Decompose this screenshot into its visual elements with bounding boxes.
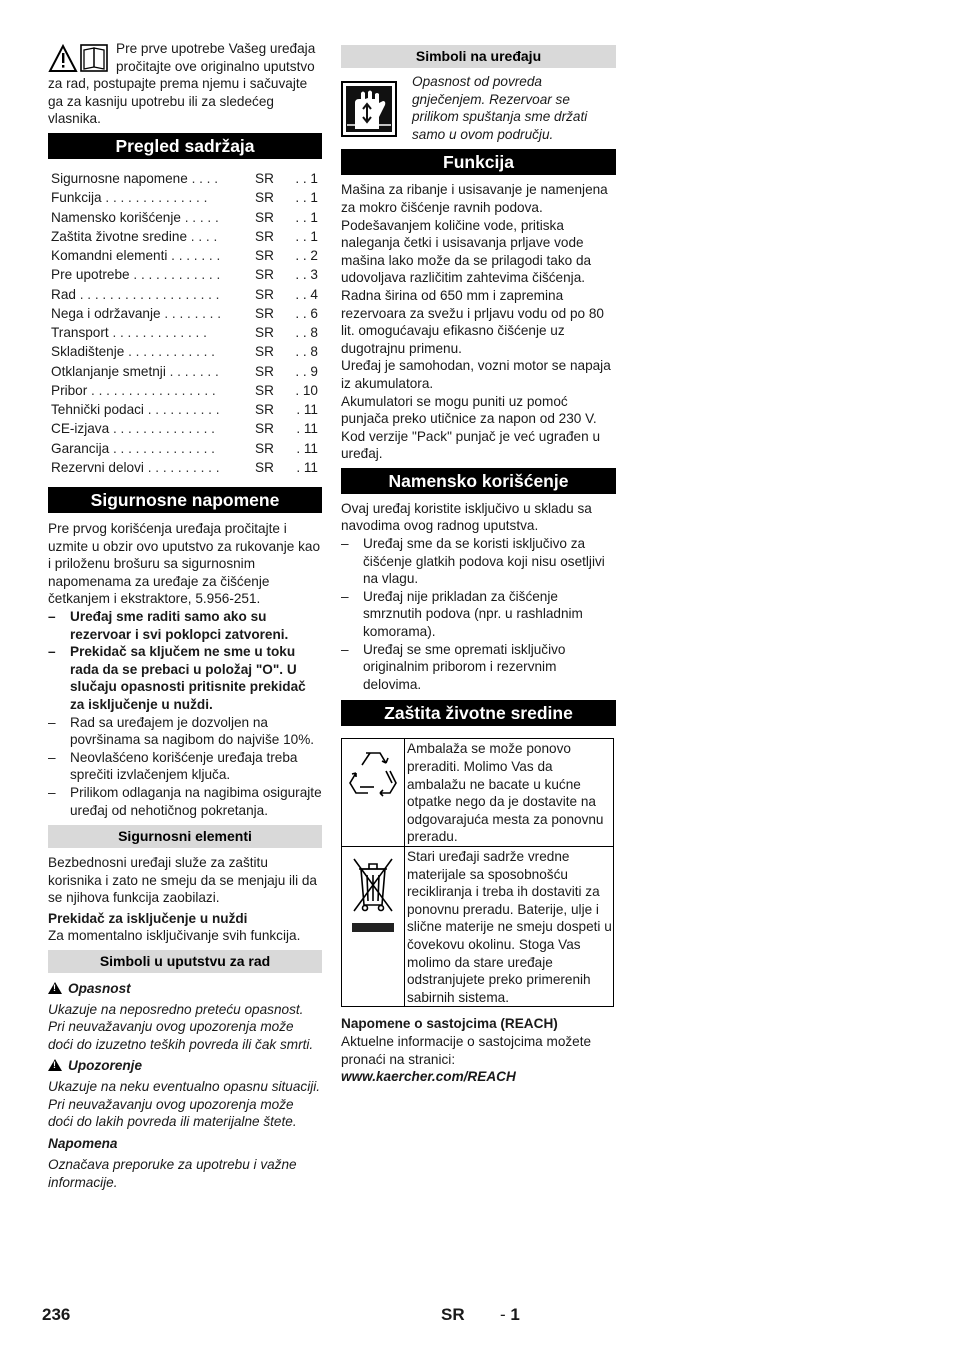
toc-page: . . 2 [295, 248, 318, 263]
toc-title [51, 362, 255, 381]
toc-title [51, 323, 255, 342]
toc-dots: . . . . . . . [167, 248, 221, 263]
toc-dots: . . . . [187, 228, 218, 244]
danger-label-row [48, 980, 322, 998]
toc-page: . . 3 [295, 267, 318, 283]
warning-text: Ukazuje na neku eventualno opasnu situaciji. Pri neuvažavanju ovog upozorenja može doći do lakih povreda ili materijalne štete. [48, 1079, 321, 1130]
crush-hazard-block [341, 73, 616, 143]
old-devices-text: Stari uređaji sadrže vredne materijale sa sposobnošću recikliranja i treba ih dostaviti za ponovnu preradu. Baterije, ulje i slične materije ne smeju dospeti u čovekovu okolinu. Stoga Vas molimo da stare uređaje odstranjujete preko primerenih sabirnih sistema. [405, 846, 614, 1006]
intended-use-list [341, 535, 616, 693]
toc-title [51, 304, 255, 323]
toc-row[interactable] [51, 304, 318, 323]
reach-link[interactable]: www.kaercher.com/REACH [341, 1069, 516, 1085]
toc-title [51, 169, 255, 188]
toc-lang: SR [255, 459, 274, 475]
toc-title [51, 227, 255, 246]
toc-page: . 11 [296, 421, 318, 437]
safety-heading: Sigurnosne napomene [48, 487, 322, 513]
toc-entry: Tehnički podaci [51, 402, 144, 417]
toc-dots: . . . . . . . . . . . . . . [109, 421, 215, 437]
toc-entry: Nega i održavanje [51, 305, 161, 321]
toc-page: . 11 [296, 402, 318, 417]
toc-entry: Sigurnosne napomene [51, 171, 188, 186]
warning-triangle-icon [48, 1059, 62, 1071]
toc-page: . 11 [296, 440, 318, 456]
safety-item: – Rad sa uređajem je dozvoljen na površinama sa nagibom do najviše 10%. [48, 714, 322, 749]
toc-row[interactable] [51, 458, 318, 477]
warning-label-row [48, 1057, 322, 1075]
safety-item: – Uređaj sme raditi samo ako su rezervoar i svi poklopci zatvoreni. [48, 608, 322, 643]
warning-book-icon [48, 42, 110, 74]
toc-entry: Otklanjanje smetnji [51, 363, 166, 379]
toc-title [51, 458, 255, 477]
toc-row[interactable] [51, 439, 318, 458]
toc-entry: Garancija [51, 440, 110, 456]
crush-hazard-text: Opasnost od povreda gnječenjem. Rezervoar se prilikom spuštanja sme držati samo u ovom području. [412, 74, 588, 142]
toc-dots: . . . . . . . . . . [143, 402, 220, 417]
toc-entry: Transport [51, 325, 109, 340]
safety-item: – Prekidač sa ključem ne sme u toku rada da se prebaci u položaj "O". U slučaju opasnosti pritisnite prekidač za isključenje u nuždi. [48, 643, 322, 713]
crossed-bin-icon [349, 853, 397, 939]
safety-intro: Pre prvog korišćenja uređaja pročitajte i uzmite u obzir ovo uputstvo za rukovanje kao i priloženu brošuru sa sigurnosnim napomenama za uređaje za čišćenje četkanjem i ekstraktore, 5.956-251. [48, 521, 321, 607]
packaging-row [342, 739, 614, 847]
function-heading: Funkcija [341, 149, 616, 175]
intro-block [48, 40, 322, 128]
toc-lang: SR [255, 228, 274, 244]
toc-row[interactable] [51, 323, 318, 342]
toc-title [51, 439, 255, 458]
function-paragraph: Akumulatori se mogu puniti uz pomoć punjača preko utičnice za napon od 230 V. Kod verzije "Pack" punjač je već ugrađen u uređaj. [341, 393, 601, 462]
footer-language: SR [441, 1305, 465, 1324]
manual-symbols-heading: Simboli u uputstvu za rad [48, 950, 322, 973]
safety-list [48, 608, 322, 819]
toc-lang: SR [255, 402, 274, 417]
safety-elements-heading: Sigurnosni elementi [48, 825, 322, 848]
right-column [341, 45, 616, 1086]
toc-dots: . . . . . . . . . . . . [124, 344, 215, 360]
toc-entry: Rezervni delovi [51, 459, 144, 475]
toc-entry: Komandni elementi [51, 248, 168, 263]
function-paragraph: Radna širina od 650 mm i zapremina rezervoara za svežu i prljavu vodu od po 80 lit. omogućavaju efikasno čišćenje uz dugotrajnu primenu. [341, 287, 604, 356]
safety-elements-text: Bezbednosni uređaji služe za zaštitu korisnika i zato ne smeju da se menjaju ili da se njihova funkcija zaobilazi. [48, 855, 317, 906]
toc-heading: Pregled sadržaja [48, 133, 322, 159]
toc-row[interactable] [51, 285, 318, 304]
toc-dots: . . . . . . . [165, 363, 219, 379]
toc-dots: . . . . . . . . . . . . . [108, 325, 207, 340]
toc-lang: SR [255, 171, 274, 186]
table-of-contents [51, 169, 318, 477]
toc-lang: SR [255, 305, 274, 321]
toc-entry: Pre upotrebe [51, 267, 130, 283]
intro-text: Pre prve upotrebe Vašeg uređaja pročitajte ove originalno uputstvo za rad, postupajte prema njemu i sačuvajte ga za kasniju upotrebu ili za sledećeg vlasnika. [48, 41, 316, 127]
intended-use-heading: Namensko korišćenje [341, 468, 616, 494]
toc-dots: . . . . . . . . . . . . [129, 267, 221, 283]
toc-row[interactable] [51, 188, 318, 207]
environment-heading: Zaštita životne sredine [341, 700, 616, 726]
toc-page: . . 8 [295, 344, 318, 360]
toc-dots: . . . . . . . . . . [143, 459, 220, 475]
toc-lang: SR [255, 440, 274, 456]
toc-page: . . 1 [295, 171, 318, 186]
intended-use-item: – Uređaj se sme opremati isključivo originalnim priborom i rezervnim delovima. [341, 641, 616, 694]
toc-page: . . 9 [295, 363, 318, 379]
toc-lang: SR [255, 325, 274, 340]
toc-lang: SR [255, 363, 274, 379]
toc-lang: SR [255, 248, 274, 263]
weee-icon-cell [342, 846, 405, 1006]
toc-page: . . 1 [295, 209, 318, 225]
toc-row[interactable] [51, 227, 318, 246]
toc-entry: CE-izjava [51, 421, 110, 437]
toc-entry: Funkcija [51, 190, 102, 206]
toc-row[interactable] [51, 381, 318, 400]
toc-page: . . 6 [295, 305, 318, 321]
toc-entry: Zaštita životne sredine [51, 228, 188, 244]
toc-page: . 11 [296, 459, 318, 475]
function-paragraph: Uređaj je samohodan, vozni motor se napaja iz akumulatora. [341, 358, 611, 391]
read-manual-icons [48, 42, 110, 74]
recycle-icon-cell [342, 739, 405, 847]
footer-dash: - [500, 1305, 506, 1324]
estop-label: Prekidač za isključenje u nuždi [48, 910, 248, 926]
toc-title [51, 419, 255, 438]
toc-lang: SR [255, 421, 274, 437]
toc-row[interactable] [51, 419, 318, 438]
toc-lang: SR [255, 344, 274, 360]
safety-item: – Neovlašćeno korišćenje uređaja treba sprečiti izvlačenjem ključa. [48, 749, 322, 784]
intended-use-item: – Uređaj nije prikladan za čišćenje smrznutih podova (npr. u rashladnim komorama). [341, 588, 616, 641]
toc-entry: Namensko korišćenje [51, 209, 181, 225]
toc-title [51, 285, 255, 304]
function-paragraph: Mašina za ribanje i usisavanje je namenjena za mokro čišćenje ravnih podova. [341, 182, 608, 215]
crush-hazard-icon [341, 81, 397, 137]
toc-lang: SR [255, 209, 274, 225]
toc-row[interactable] [51, 400, 318, 419]
toc-lang: SR [255, 190, 274, 206]
note-label: Napomena [48, 1135, 118, 1151]
toc-dots: . . . . . [180, 209, 219, 225]
footer-section-number: 1 [510, 1305, 520, 1324]
toc-row[interactable] [51, 169, 318, 188]
toc-entry: Pribor [51, 382, 88, 398]
safety-item: – Prilikom odlaganja na nagibima osigurajte uređaj od nehotičnog pokretanja. [48, 784, 322, 819]
function-text [341, 181, 616, 463]
toc-entry: Rad [51, 286, 76, 302]
toc-row[interactable] [51, 265, 318, 284]
toc-title [51, 246, 255, 265]
reach-label: Napomene o sastojcima (REACH) [341, 1016, 558, 1032]
toc-title [51, 188, 255, 207]
intended-use-item: – Uređaj sme da se koristi isključivo za čišćenje glatkih podova koji nisu osetljivi na vlagu. [341, 535, 616, 588]
toc-entry: Skladištenje [51, 344, 125, 360]
left-column [48, 40, 322, 1192]
toc-lang: SR [255, 382, 274, 398]
recycle-icon [346, 745, 400, 799]
toc-dots: . . . . . . . . . . . . . . . . . [87, 382, 216, 398]
crush-hazard-icon-wrap [341, 73, 412, 143]
intended-use-intro: Ovaj uređaj koristite isključivo u skladu sa navodima ovog radnog uputstva. [341, 500, 592, 534]
function-paragraph: Podešavanjem količine vode, pritiska naleganja četki i usisavanja prljave vode mašina lako može da se prilagodi tako da udovoljava različitim zahtevima čišćenja. [341, 217, 592, 286]
warning-label: Upozorenje [68, 1058, 143, 1074]
toc-page: . . 1 [295, 228, 318, 244]
toc-page: . . 4 [295, 286, 318, 302]
toc-dots: . . . . [187, 171, 219, 186]
warning-triangle-icon [48, 982, 62, 994]
toc-lang: SR [255, 286, 274, 302]
packaging-text: Ambalaža se može ponovo preraditi. Molimo Vas da ambalažu ne bacate u kućne otpatke nego da je dostavite na odgovarajuća mesta za ponovnu preradu. [405, 739, 614, 847]
footer-section-page [500, 1306, 520, 1324]
toc-dots: . . . . . . . . . . . . . . . . . . . [75, 286, 220, 302]
toc-row[interactable] [51, 246, 318, 265]
toc-title [51, 208, 255, 227]
toc-row[interactable] [51, 342, 318, 361]
toc-dots: . . . . . . . . [160, 305, 222, 321]
toc-dots: . . . . . . . . . . . . . . [109, 440, 215, 456]
toc-dots: . . . . . . . . . . . . . . [101, 190, 208, 206]
toc-row[interactable] [51, 208, 318, 227]
toc-title [51, 400, 255, 419]
toc-title [51, 265, 255, 284]
page-number: 236 [42, 1305, 71, 1324]
estop-text: Za momentalno isključivanje svih funkcija. [48, 928, 301, 944]
reach-text: Aktuelne informacije o sastojcima možete pronaći na stranici: [341, 1033, 592, 1067]
environment-table [341, 738, 614, 1007]
danger-label: Opasnost [68, 981, 131, 997]
toc-title [51, 342, 255, 361]
note-text: Označava preporuke za upotrebu i važne informacije. [48, 1157, 297, 1190]
device-symbols-heading: Simboli na uređaju [341, 45, 616, 68]
old-devices-row [342, 846, 614, 1006]
toc-title [51, 381, 255, 400]
toc-page: . . 1 [295, 190, 318, 206]
toc-page: . 10 [295, 382, 318, 398]
danger-text: Ukazuje na neposredno preteću opasnost. Pri neuvažavanju ovog upozorenja može doći do izuzetno teških povreda ili čak smrti. [48, 1001, 314, 1052]
toc-page: . . 8 [295, 325, 318, 340]
toc-row[interactable] [51, 362, 318, 381]
toc-lang: SR [255, 267, 274, 283]
